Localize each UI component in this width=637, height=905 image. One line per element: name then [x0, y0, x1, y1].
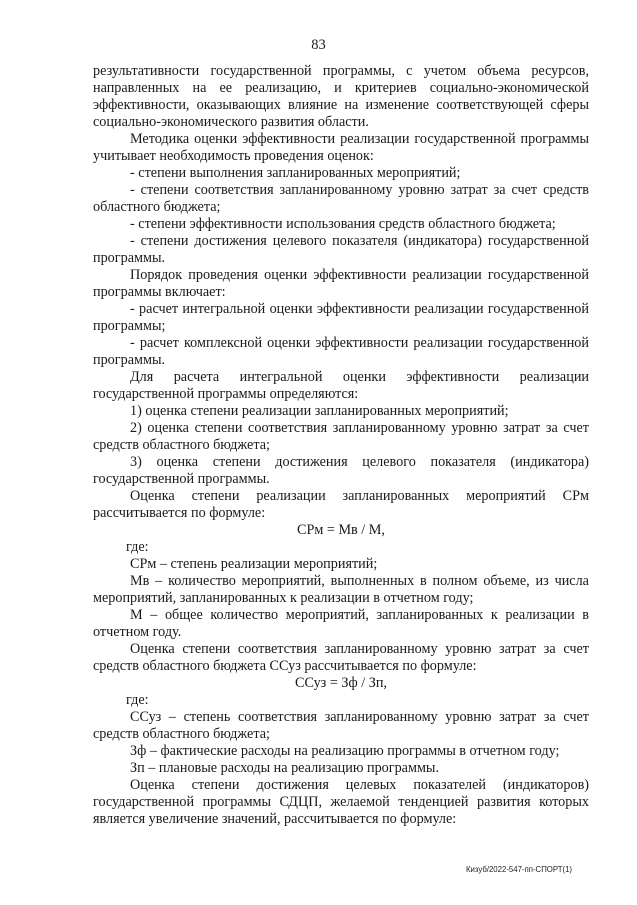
paragraph: Оценка степени достижения целевых показателей (индикаторов) государственной программы СДЦП, желаемой тенденцией развития которых является увеличение значений, рассчитывается по формуле:	[93, 777, 589, 827]
paragraph: Порядок проведения оценки эффективности реализации государственной программы включает:	[93, 267, 589, 300]
paragraph: Оценка степени реализации запланированных мероприятий СРм рассчитывается по формуле:	[93, 488, 589, 521]
paragraph: - расчет комплексной оценки эффективности реализации государственной программы.	[93, 335, 589, 368]
paragraph: где:	[126, 692, 149, 708]
paragraph: Зп – плановые расходы на реализацию программы.	[130, 760, 440, 776]
paragraph: - степени соответствия запланированному уровню затрат за счет средств областного бюджета;	[93, 182, 589, 215]
paragraph: 2) оценка степени соответствия запланированному уровню затрат за счет средств областного бюджета;	[93, 420, 589, 453]
paragraph: результативности государственной программы, с учетом объема ресурсов, направленных на ее реализацию, и критериев социально-экономической эффективности, оказывающих влияние на изменение соответствующей сферы социально-экономического развития области.	[93, 63, 589, 130]
paragraph: Оценка степени соответствия запланированному уровню затрат за счет средств областного бюджета ССуз рассчитывается по формуле:	[93, 641, 589, 674]
document-body	[93, 63, 589, 828]
paragraph: 1) оценка степени реализации запланированных мероприятий;	[130, 403, 509, 419]
paragraph: - расчет интегральной оценки эффективности реализации государственной программы;	[93, 301, 589, 334]
paragraph: - степени эффективности использования средств областного бюджета;	[130, 216, 556, 232]
document-code: Кизуб/2022-547-пп-СПОРТ(1)	[465, 865, 572, 874]
paragraph: 3) оценка степени достижения целевого показателя (индикатора) государственной программы.	[93, 454, 589, 487]
formula: СРм = Мв / М,	[297, 522, 385, 538]
paragraph: ССуз – степень соответствия запланированному уровню затрат за счет средств областного бюджета;	[93, 709, 589, 742]
paragraph: Зф – фактические расходы на реализацию программы в отчетном году;	[130, 743, 560, 759]
page-number: 83	[311, 37, 326, 53]
paragraph: Методика оценки эффективности реализации государственной программы учитывает необходимость проведения оценок:	[93, 131, 589, 164]
paragraph: Для расчета интегральной оценки эффективности реализации государственной программы определяются:	[93, 369, 589, 402]
paragraph: - степени достижения целевого показателя (индикатора) государственной программы.	[93, 233, 589, 266]
paragraph: М – общее количество мероприятий, запланированных к реализации в отчетном году.	[93, 607, 589, 640]
paragraph: СРм – степень реализации мероприятий;	[130, 556, 378, 572]
paragraph: - степени выполнения запланированных мероприятий;	[130, 165, 461, 181]
paragraph: где:	[126, 539, 149, 555]
paragraph: Мв – количество мероприятий, выполненных в полном объеме, из числа мероприятий, запланированных к реализации в отчетном году;	[93, 573, 589, 606]
formula: ССуз = Зф / Зп,	[295, 675, 387, 691]
